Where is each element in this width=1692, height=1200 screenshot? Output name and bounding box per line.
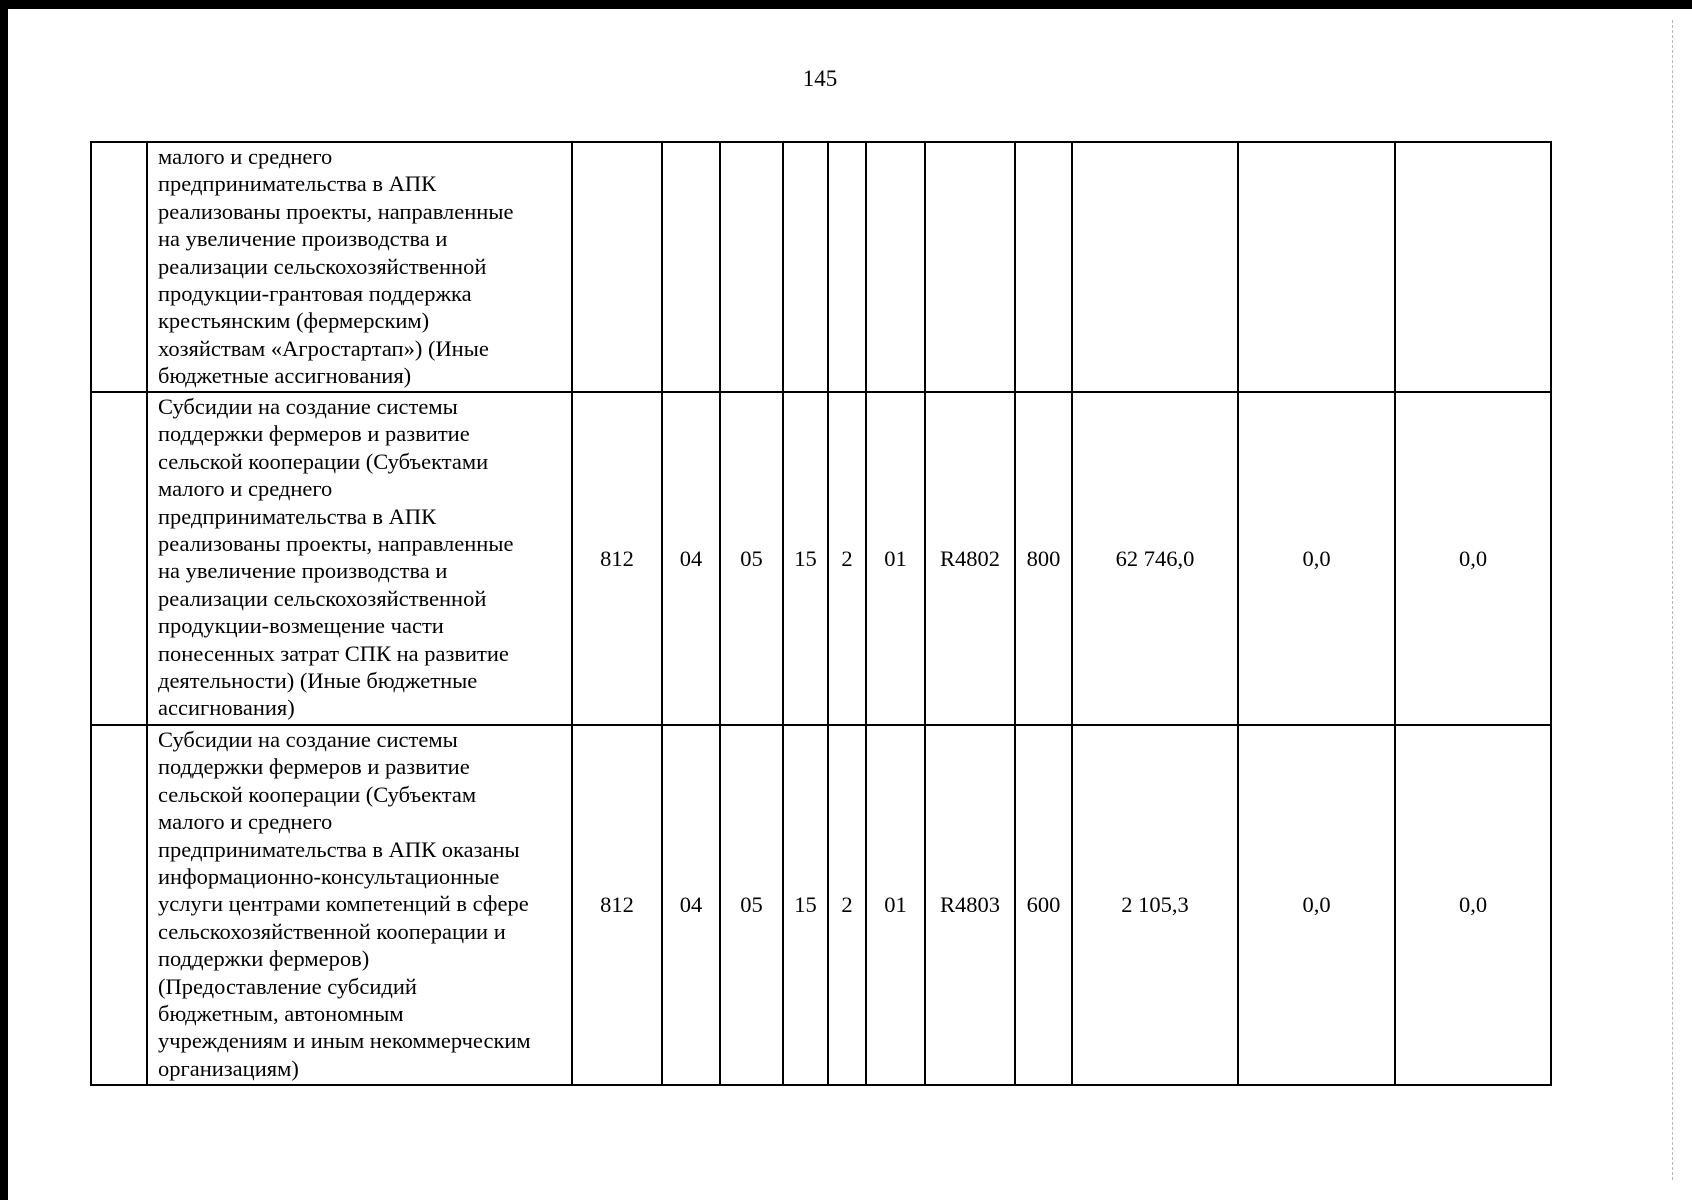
ministry-code-cell: 812 xyxy=(572,725,662,1085)
amount-cell-2: 0,0 xyxy=(1238,725,1395,1085)
program-code-cell: 15 xyxy=(783,392,828,725)
amount-cell-3: 0,0 xyxy=(1395,725,1551,1085)
subprogram-code-cell xyxy=(828,142,866,392)
section-code-cell: 04 xyxy=(662,392,720,725)
amount-cell-1: 62 746,0 xyxy=(1072,392,1238,725)
amount-cell-3 xyxy=(1395,142,1551,392)
row-number-cell xyxy=(91,142,147,392)
table-row xyxy=(91,725,1551,1085)
row-number-cell xyxy=(91,392,147,725)
table-row xyxy=(91,392,1551,725)
description-cell: малого и среднего предпринимательства в АПК реализованы проекты, направленные на увеличение производства и реализации сельскохозяйственной продукции-грантовая поддержка крестьянским (фермерским) хозяйствам «Агростартап») (Иные бюджетные ассигнования) xyxy=(147,142,572,392)
scan-top-edge xyxy=(0,0,1692,9)
event-code-cell xyxy=(866,142,925,392)
direction-code-cell xyxy=(925,142,1015,392)
section-code-cell: 04 xyxy=(662,725,720,1085)
ministry-code-cell xyxy=(572,142,662,392)
subprogram-code-cell: 2 xyxy=(828,392,866,725)
ministry-code-cell: 812 xyxy=(572,392,662,725)
section-code-cell xyxy=(662,142,720,392)
subsection-code-cell: 05 xyxy=(720,725,783,1085)
expense-type-cell: 800 xyxy=(1015,392,1072,725)
direction-code-cell: R4802 xyxy=(925,392,1015,725)
amount-cell-3: 0,0 xyxy=(1395,392,1551,725)
amount-cell-2 xyxy=(1238,142,1395,392)
budget-table xyxy=(90,141,1552,1086)
amount-cell-1: 2 105,3 xyxy=(1072,725,1238,1085)
amount-cell-1 xyxy=(1072,142,1238,392)
event-code-cell: 01 xyxy=(866,725,925,1085)
subsection-code-cell: 05 xyxy=(720,392,783,725)
description-cell: Субсидии на создание системы поддержки фермеров и развитие сельской кооперации (Субъектами малого и среднего предпринимательства в АПК реализованы проекты, направленные на увеличение производства и реализации сельскохозяйственной продукции-возмещение части понесенных затрат СПК на развитие деятельности) (Иные бюджетные ассигнования) xyxy=(147,392,572,725)
subprogram-code-cell: 2 xyxy=(828,725,866,1085)
expense-type-cell xyxy=(1015,142,1072,392)
subsection-code-cell xyxy=(720,142,783,392)
scan-right-mark xyxy=(1672,20,1674,1180)
row-number-cell xyxy=(91,725,147,1085)
expense-type-cell: 600 xyxy=(1015,725,1072,1085)
amount-cell-2: 0,0 xyxy=(1238,392,1395,725)
page-number: 145 xyxy=(802,66,838,91)
program-code-cell: 15 xyxy=(783,725,828,1085)
direction-code-cell: R4803 xyxy=(925,725,1015,1085)
description-cell: Субсидии на создание системы поддержки фермеров и развитие сельской кооперации (Субъектам малого и среднего предпринимательства в АПК оказаны информационно-консультационные услуги центрами компетенций в сфере сельскохозяйственной кооперации и поддержки фермеров) (Предоставление субсидий бюджетным, автономным учреждениям и иным некоммерческим организациям) xyxy=(147,725,572,1085)
table-row xyxy=(91,142,1551,392)
scan-left-edge xyxy=(0,0,8,1200)
program-code-cell xyxy=(783,142,828,392)
event-code-cell: 01 xyxy=(866,392,925,725)
